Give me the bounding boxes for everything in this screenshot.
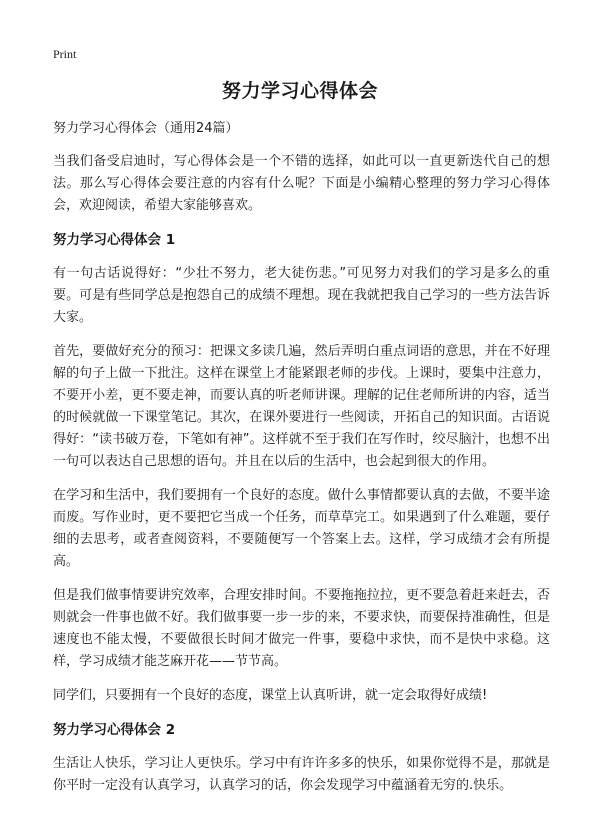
section-heading: 努力学习心得体会 1 xyxy=(53,232,176,248)
print-link[interactable]: Print xyxy=(53,47,77,61)
document-body xyxy=(53,118,550,809)
paragraph: 首先，要做好充分的预习：把课文多读几遍，然后弄明白重点词语的意思，并在不好理解的句子上做一下批注。这样在课堂上才能紧跟老师的步伐。上课时，要集中注意力，不要开小差，更不要走神，而要认真的听老师讲课。理解的记住老师所讲的内容，适当的时候就做一下课堂笔记。其次，在课外要进行一些阅读，开拓自己的知识面。古语说得好：“读书破万卷，下笔如有神”。这样就不至于我们在写作时，绞尽脑汁，也想不出一句可以表达自己思想的语句。并且在以后的生活中，也会起到很大的作用。 xyxy=(53,344,550,469)
paragraph: 有一句古话说得好：“少壮不努力，老大徒伤悲。”可见努力对我们的学习是多么的重要。可是有些同学总是抱怨自己的成绩不理想。现在我就把我自己学习的一些方法告诉大家。 xyxy=(53,266,550,325)
document-subtitle: 努力学习心得体会（通用24篇） xyxy=(53,121,239,136)
document-title: 努力学习心得体会 xyxy=(221,80,378,102)
intro-paragraph: 当我们备受启迪时，写心得体会是一个不错的选择，如此可以一直更新迭代自己的想法。那么写心得体会要注意的内容有什么呢？下面是小编精心整理的努力学习心得体会，欢迎阅读，希望大家能够喜欢。 xyxy=(53,154,550,213)
paragraph: 同学们，只要拥有一个良好的态度，课堂上认真听讲，就一定会取得好成绩! xyxy=(53,688,488,703)
section-heading: 努力学习心得体会 2 xyxy=(53,722,176,738)
paragraph: 但是我们做事情要讲究效率，合理安排时间。不要拖拖拉拉，更不要急着赶来赶去，否则就会一件事也做不好。我们做事要一步一步的来，不要求快，而要保持准确性，但是速度也不能太慢，不要做很长时间才做完一件事，要稳中求快，而不是快中求稳。这样，学习成绩才能芝麻开花——节节高。 xyxy=(53,588,550,669)
paragraph: 生活让人快乐，学习让人更快乐。学习中有许许多多的快乐，如果你觉得不是，那就是你平时一定没有认真学习，认真学习的话，你会发现学习中蕴涵着无穷的.快乐。 xyxy=(53,756,550,793)
paragraph: 在学习和生活中，我们要拥有一个良好的态度。做什么事情都要认真的去做，不要半途而废。写作业时，更不要把它当成一个任务，而草草完工。如果遇到了什么难题，要仔细的去思考，或者查阅资料，不要随便写一个答案上去。这样，学习成绩才会有所提高。 xyxy=(53,488,550,569)
